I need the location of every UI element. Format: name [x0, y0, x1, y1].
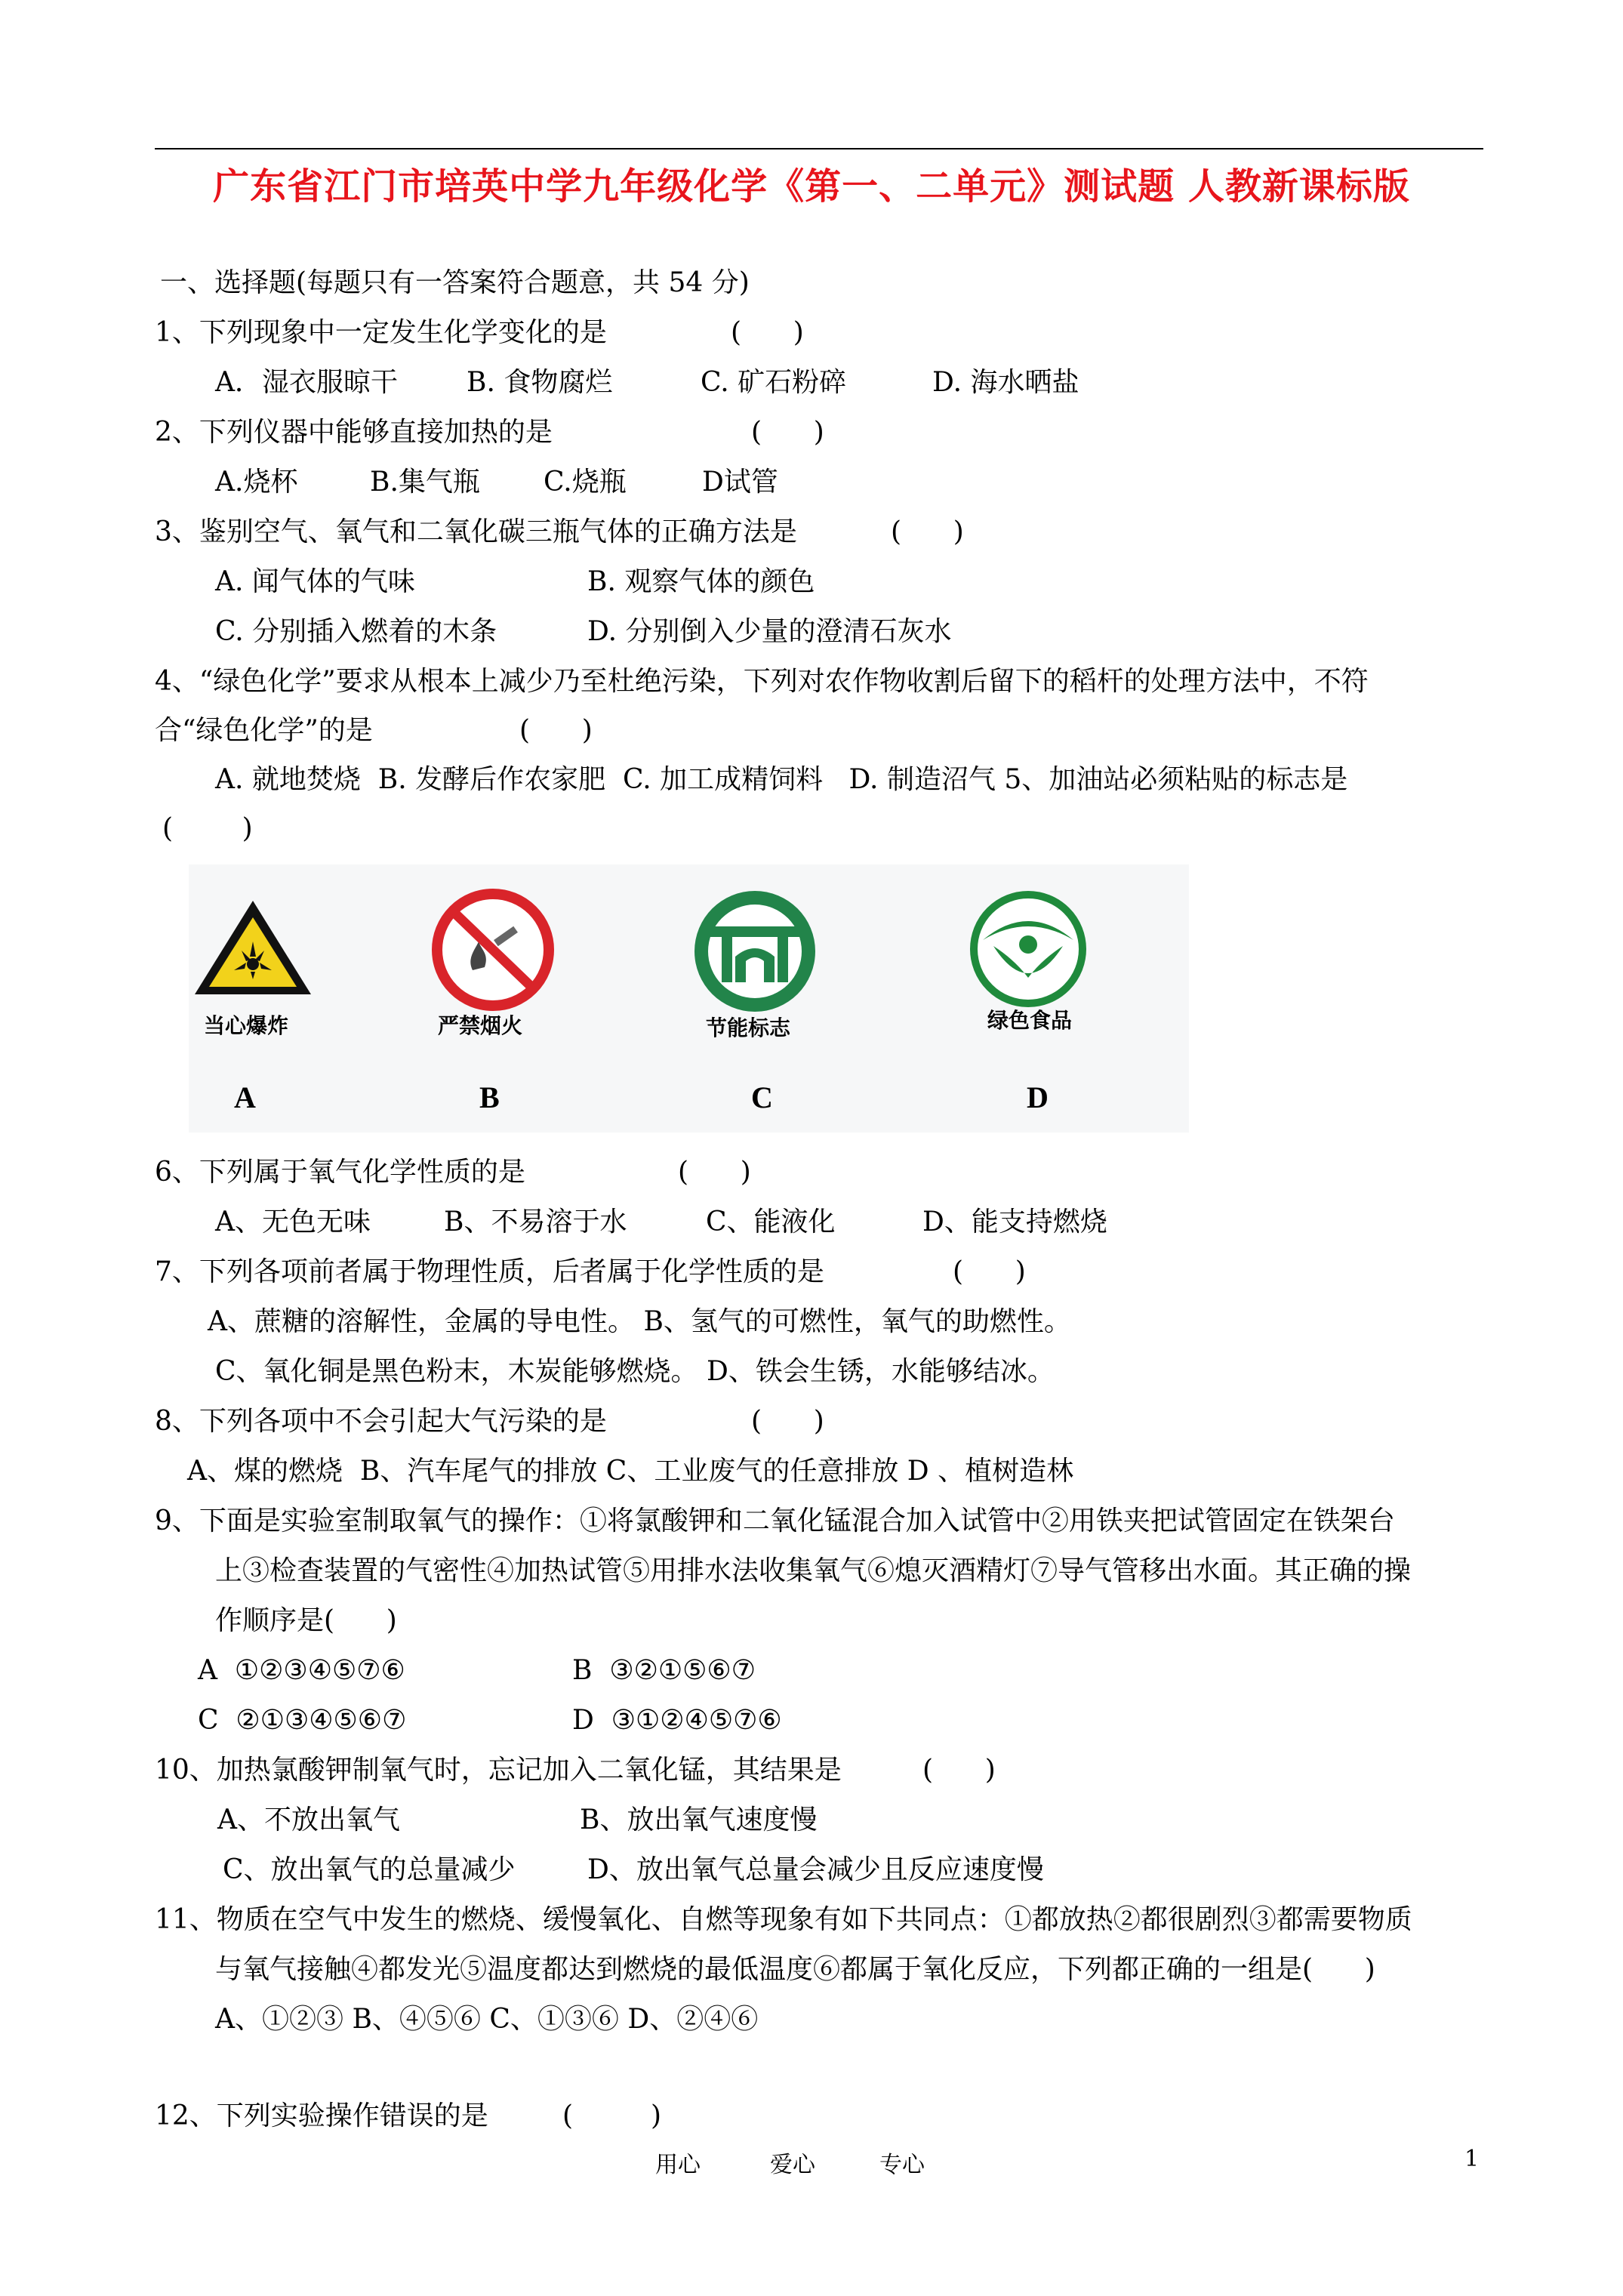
question-7-answer-blank: ( ) — [953, 1256, 1026, 1287]
question-1-option-a: A．湿衣服晾干 — [215, 367, 398, 398]
question-6-answer-blank: ( ) — [678, 1157, 751, 1188]
question-6-option-d: D、能支持燃烧 — [922, 1207, 1107, 1237]
document-title: 广东省江门市培英中学九年级化学《第一、二单元》测试题 人教新课标版 — [213, 165, 1410, 208]
no-fire-icon — [429, 886, 557, 1014]
footer-word-1: 用心 — [655, 2152, 701, 2178]
question-10-option-b: B、放出氧气速度慢 — [580, 1804, 818, 1835]
question-3-option-a: A. 闻气体的气味 — [215, 566, 415, 597]
question-6-option-a: A、无色无味 — [215, 1207, 371, 1237]
sign-c-caption: 节能标志 — [706, 1015, 791, 1040]
question-4-line-2: 合“绿色化学”的是 — [155, 715, 373, 746]
header-rule — [155, 148, 1483, 149]
question-12-answer-blank: ( ) — [562, 2100, 662, 2131]
question-3-stem: 3、鉴别空气、氧气和二氧化碳三瓶气体的正确方法是 — [155, 516, 797, 547]
question-7-options-cd: C、氧化铜是黑色粉末，木炭能够燃烧。 D、铁会生锈，水能够结冰。 — [215, 1356, 1055, 1387]
sign-d-letter: D — [1027, 1080, 1049, 1114]
question-3-answer-blank: ( ) — [891, 516, 964, 547]
explosion-warning-icon — [189, 895, 317, 1000]
question-9-option-d: D ③①②④⑤⑦⑥ — [572, 1705, 782, 1736]
question-10-option-d: D、放出氧气总量会减少且反应速度慢 — [587, 1854, 1044, 1885]
question-9-line-1: 9、下面是实验室制取氧气的操作：①将氯酸钾和二氧化锰混合加入试管中②用铁夹把试管固定在铁架台 — [155, 1505, 1395, 1536]
question-2-option-a: A.烧杯 — [215, 467, 298, 498]
question-1-option-c: C. 矿石粉碎 — [701, 367, 847, 398]
question-9-line-3: 作顺序是( ) — [215, 1605, 397, 1636]
sign-d-caption: 绿色食品 — [987, 1008, 1073, 1033]
question-6-option-b: B、不易溶于水 — [444, 1207, 627, 1237]
question-10-option-a: A、不放出氧气 — [217, 1804, 400, 1835]
question-10-option-c: C、放出氧气的总量减少 — [223, 1854, 516, 1885]
question-9-option-b: B ③②①⑤⑥⑦ — [572, 1655, 756, 1686]
green-food-icon — [966, 887, 1091, 1012]
question-2-answer-blank: ( ) — [751, 417, 824, 448]
sign-c-letter: C — [751, 1080, 773, 1114]
question-3-option-b: B. 观察气体的颜色 — [587, 566, 815, 597]
question-1-option-d: D. 海水晒盐 — [932, 367, 1079, 398]
safety-signs-figure — [189, 864, 1189, 1133]
question-6-stem: 6、下列属于氧气化学性质的是 — [155, 1157, 525, 1188]
sign-b-letter: B — [479, 1080, 500, 1114]
question-4-line-1: 4、“绿色化学”要求从根本上减少乃至杜绝污染，下列对农作物收割后留下的稻杆的处理方法中，不符 — [155, 666, 1369, 697]
question-11-line-1: 11、物质在空气中发生的燃烧、缓慢氧化、自燃等现象有如下共同点：①都放热②都很剧烈③都需要物质 — [155, 1904, 1412, 1935]
question-4-options-and-question-5-stem: A. 就地焚烧 B. 发酵后作农家肥 C. 加工成精饲料 D. 制造沼气 5、加油站必须粘贴的标志是 — [215, 764, 1348, 795]
question-8-options: A、煤的燃烧 B、汽车尾气的排放 C、工业废气的任意排放 D 、植树造林 — [187, 1456, 1074, 1487]
question-9-option-c: C ②①③④⑤⑥⑦ — [198, 1705, 407, 1736]
question-9-line-2: 上③检查装置的气密性④加热试管⑤用排水法收集氧气⑥熄灭酒精灯⑦导气管移出水面。其正确的操 — [215, 1555, 1412, 1586]
sign-a-caption: 当心爆炸 — [204, 1013, 289, 1038]
question-10-answer-blank: ( ) — [922, 1755, 996, 1786]
question-8-answer-blank: ( ) — [751, 1406, 824, 1437]
footer-word-2: 爱心 — [770, 2152, 815, 2178]
question-9-option-a: A ①②③④⑤⑦⑥ — [198, 1655, 405, 1686]
question-2-option-d: D试管 — [702, 467, 778, 498]
question-11-options: A、①②③ B、④⑤⑥ C、①③⑥ D、②④⑥ — [215, 2004, 759, 2035]
section-heading: 一、选择题(每题只有一答案符合题意，共 54 分) — [160, 267, 750, 298]
sign-a-letter: A — [234, 1080, 256, 1114]
question-7-stem: 7、下列各项前者属于物理性质，后者属于化学性质的是 — [155, 1256, 824, 1287]
question-7-options-ab: A、蔗糖的溶解性，金属的导电性。 B、氢气的可燃性，氧气的助燃性。 — [208, 1306, 1071, 1337]
sign-b-caption: 严禁烟火 — [438, 1013, 523, 1038]
footer-word-3: 专心 — [879, 2152, 925, 2178]
question-12-stem: 12、下列实验操作错误的是 — [155, 2100, 488, 2131]
energy-saving-icon — [688, 887, 821, 1015]
question-1-stem: 1、下列现象中一定发生化学变化的是 — [155, 317, 607, 348]
question-11-line-2: 与氧气接触④都发光⑤温度都达到燃烧的最低温度⑥都属于氧化反应，下列都正确的一组是( ) — [215, 1954, 1375, 1985]
question-4-answer-blank: ( ) — [519, 715, 593, 746]
question-1-answer-blank: ( ) — [731, 317, 804, 348]
question-2-option-b: B.集气瓶 — [370, 467, 480, 498]
question-10-stem: 10、加热氯酸钾制氧气时，忘记加入二氧化锰，其结果是 — [155, 1755, 842, 1786]
page-number: 1 — [1464, 2146, 1480, 2172]
question-2-option-c: C.烧瓶 — [544, 467, 627, 498]
question-3-option-d: D. 分别倒入少量的澄清石灰水 — [587, 616, 952, 647]
question-1-option-b: B. 食物腐烂 — [467, 367, 613, 398]
question-5-answer-blank: ( ) — [162, 813, 253, 844]
question-3-option-c: C. 分别插入燃着的木条 — [215, 616, 497, 647]
question-6-option-c: C、能液化 — [706, 1207, 836, 1237]
question-2-stem: 2、下列仪器中能够直接加热的是 — [155, 417, 553, 448]
question-8-stem: 8、下列各项中不会引起大气污染的是 — [155, 1406, 607, 1437]
